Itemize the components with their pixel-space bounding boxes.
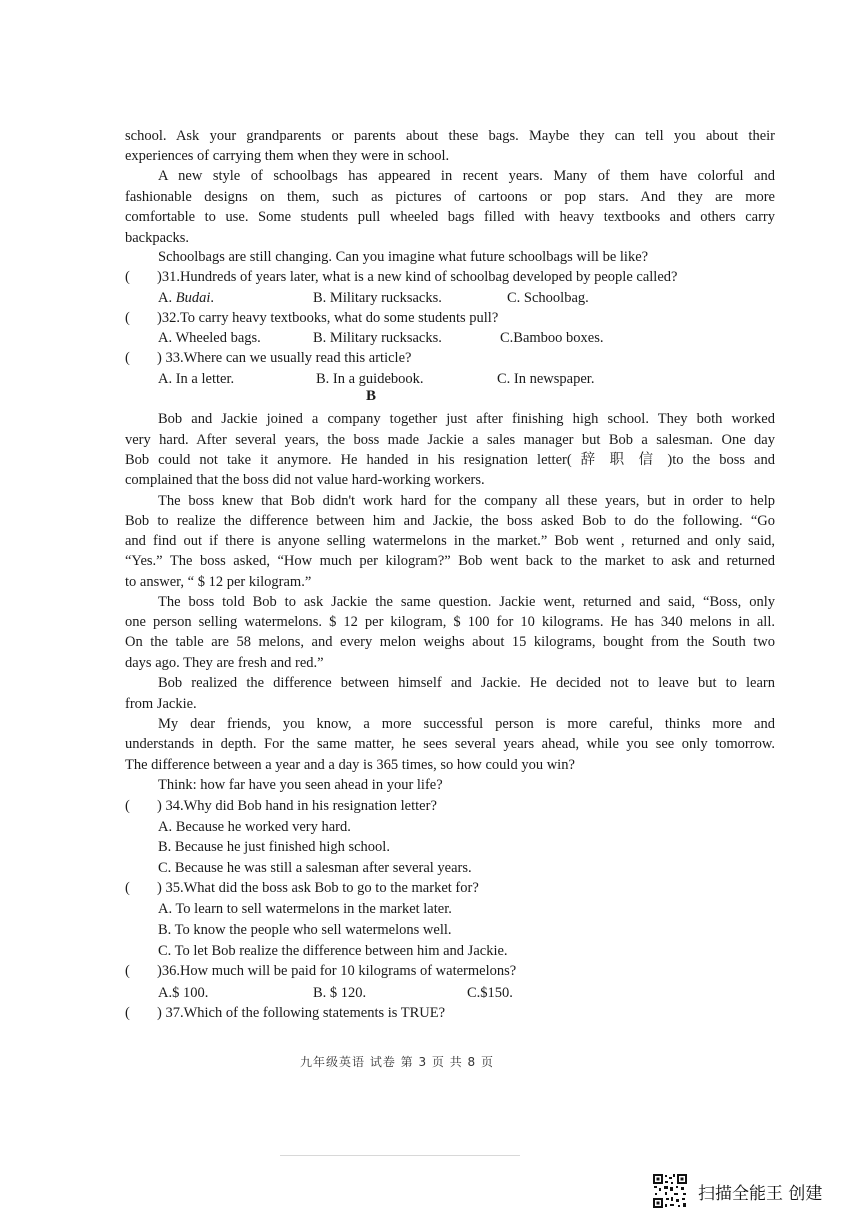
watermark-label: 扫描全能王 创建 <box>698 1183 823 1204</box>
option-b: B. Military rucksacks. <box>313 290 442 306</box>
question-36 <box>125 961 516 981</box>
option-a: A. Because he worked very hard. <box>158 819 351 835</box>
passage-a-line: comfortable to use. Some students pull wheeled bags filled with heavy textbooks and others carry <box>125 209 775 225</box>
passage-b-line: My dear friends, you know, a more successful person is more careful, thinks more and <box>158 716 775 732</box>
passage-b-line: The boss knew that Bob didn't work hard for the company all these years, but in order to help <box>158 493 775 509</box>
option-c: C. Because he was still a salesman after several years. <box>158 860 472 876</box>
option-a: A. To learn to sell watermelons in the market later. <box>158 901 452 917</box>
option-a: A. In a letter. <box>158 371 235 387</box>
answer-paren[interactable]: ( <box>125 269 130 285</box>
passage-a-line: school. Ask your grandparents or parents about these bags. Maybe they can tell you about their <box>125 128 775 144</box>
question-stem: )32.To carry heavy textbooks, what do some students pull? <box>157 310 499 326</box>
option-a: A.$ 100. <box>158 985 209 1001</box>
option-c: C. Schoolbag. <box>507 290 589 306</box>
option-c: C. In newspaper. <box>497 371 595 387</box>
answer-paren[interactable]: ( <box>125 310 130 326</box>
answer-paren[interactable]: ( <box>125 880 130 896</box>
passage-a-line: experiences of carrying them when they were in school. <box>125 148 450 164</box>
answer-paren[interactable]: ( <box>125 1005 130 1021</box>
scanner-watermark <box>652 1172 822 1210</box>
question-stem: ) 37.Which of the following statements is TRUE? <box>157 1005 446 1021</box>
option-b: B. To know the people who sell watermelons well. <box>158 922 452 938</box>
question-stem: )36.How much will be paid for 10 kilograms of watermelons? <box>157 963 517 979</box>
passage-b-line: understands in depth. For the same matter, he sees several years ahead, while you see only tomorrow. <box>125 736 775 752</box>
option-c: C. To let Bob realize the difference between him and Jackie. <box>158 943 508 959</box>
passage-b-line: “Yes.” The boss asked, “How much per kilogram?” Bob went back to the market to ask and returned <box>125 553 775 569</box>
option-c: C.$150. <box>467 985 513 1001</box>
passage-b-line: to answer, “ $ 12 per kilogram.” <box>125 574 312 590</box>
passage-a-line: A new style of schoolbags has appeared in recent years. Many of them have colorful and <box>158 168 775 184</box>
question-34 <box>125 796 437 816</box>
option-c: C.Bamboo boxes. <box>500 330 604 346</box>
section-b-title: B <box>366 388 377 404</box>
option-b: B. Military rucksacks. <box>313 330 442 346</box>
option-a: A. Budai. <box>158 290 214 306</box>
passage-b-line: Bob and Jackie joined a company together just after finishing high school. They both worked <box>158 411 775 427</box>
answer-paren[interactable]: ( <box>125 963 130 979</box>
question-37 <box>125 1003 445 1023</box>
passage-b-line: from Jackie. <box>125 696 197 712</box>
passage-a-line: backpacks. <box>125 230 190 246</box>
answer-paren[interactable]: ( <box>125 798 130 814</box>
passage-b-line: Bob to realize the difference between him and Jackie, the boss asked Bob to do the following. “Go <box>125 513 775 529</box>
qr-code-icon <box>652 1173 688 1209</box>
question-stem: ) 35.What did the boss ask Bob to go to the market for? <box>157 880 479 896</box>
passage-b-line: very hard. After several years, the boss made Jackie a sales manager but Bob a salesman. One day <box>125 432 775 448</box>
passage-b-line: The difference between a year and a day is 365 times, so how could you win? <box>125 757 575 773</box>
passage-b-line: one person selling watermelons. $ 12 per kilogram, $ 100 for 10 kilograms. He has 340 melons in all. <box>125 614 775 630</box>
question-stem: )31.Hundreds of years later, what is a new kind of schoolbag developed by people called? <box>157 269 678 285</box>
passage-b-line: complained that the boss did not value hard-working workers. <box>125 472 485 488</box>
question-35 <box>125 878 479 898</box>
option-b: B. In a guidebook. <box>316 371 424 387</box>
question-33 <box>125 348 411 368</box>
question-stem: ) 34.Why did Bob hand in his resignation letter? <box>157 798 437 814</box>
passage-a-line: fashionable designs on them, such as pictures of cartoons or pop stars. And they are more <box>125 189 775 205</box>
option-a: A. Wheeled bags. <box>158 330 261 346</box>
answer-paren[interactable]: ( <box>125 350 130 366</box>
passage-b-line: Bob could not take it anymore. He handed in his resignation letter( 辞 职 信 )to the boss and <box>125 452 775 468</box>
passage-b-line: Think: how far have you seen ahead in your life? <box>158 777 443 793</box>
passage-b-line: On the table are 58 melons, and every melon weighs about 15 kilograms, bought from the South two <box>125 634 775 650</box>
question-32 <box>125 308 498 328</box>
passage-b-line: and find out if there is anyone selling watermelons in the market.” Bob went , returned and only said, <box>125 533 775 549</box>
passage-a-line: Schoolbags are still changing. Can you imagine what future schoolbags will be like? <box>158 249 649 265</box>
option-b: B. $ 120. <box>313 985 367 1001</box>
question-31 <box>125 267 677 287</box>
scan-artifact-line <box>280 1155 520 1156</box>
passage-b-line: The boss told Bob to ask Jackie the same question. Jackie went, returned and said, “Boss, only <box>158 594 775 610</box>
page-footer: 九年级英语 试卷 第 3 页 共 8 页 <box>300 1055 494 1069</box>
passage-b-line: Bob realized the difference between himself and Jackie. He decided not to leave but to learn <box>158 675 775 691</box>
question-stem: ) 33.Where can we usually read this article? <box>157 350 412 366</box>
passage-b-line: days ago. They are fresh and red.” <box>125 655 324 671</box>
option-b: B. Because he just finished high school. <box>158 839 390 855</box>
